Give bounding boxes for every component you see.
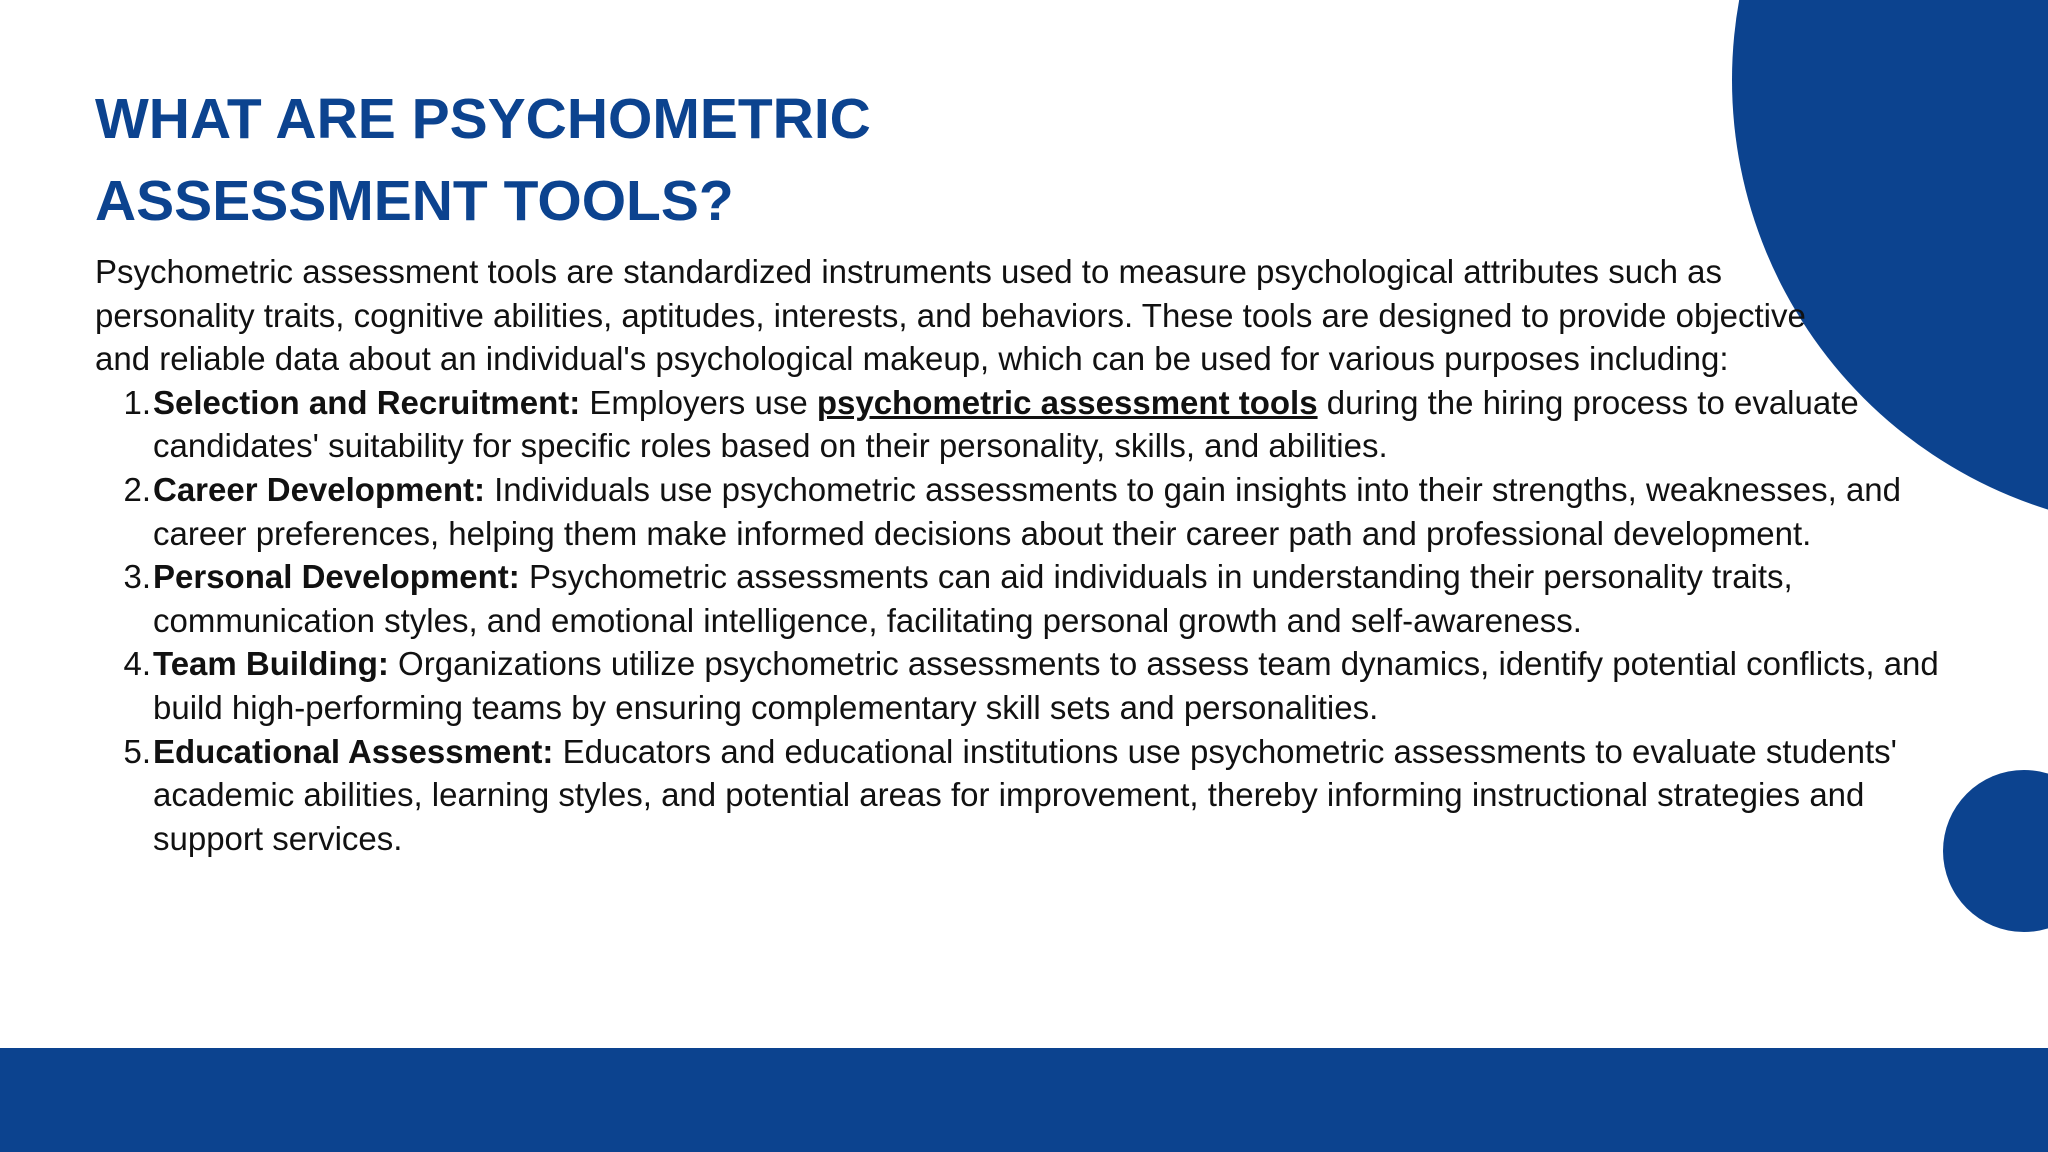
list-item-number: 4. (123, 645, 151, 683)
list-item-text-before-link: Employers use (580, 383, 817, 421)
intro-paragraph: Psychometric assessment tools are standardized instruments used to measure psychological attributes such as personality traits, cognitive abilities, aptitudes, interests, and behaviors. These tools are designed to provide objective and reliable data about an individual's psychological makeup, which can be used for various purposes including: (95, 253, 1806, 378)
list-item-text: Educators and educational institutions use psychometric assessments to evaluate students' academic abilities, learning styles, and potential areas for improvement, thereby informing instructional strategies and support services. (153, 732, 1897, 857)
list-item-title: Career Development: (153, 470, 485, 508)
list-item-title: Educational Assessment: (153, 732, 554, 770)
list-item-team-building (95, 642, 1943, 729)
list-item-title: Selection and Recruitment: (153, 383, 581, 421)
footer-band (0, 1048, 2048, 1152)
list-item-title: Personal Development: (153, 558, 520, 596)
list-item-text: Individuals use psychometric assessments to gain insights into their strengths, weaknesses, and career preferences, helping them make informed decisions about their career path and professional development. (153, 470, 1902, 552)
decorative-small-circle (1943, 770, 2048, 932)
list-item-text: Psychometric assessments can aid individuals in understanding their personality traits, communication styles, and emotional intelligence, facilitating personal growth and self-awareness. (153, 558, 1793, 639)
list-item-number: 5. (123, 732, 151, 770)
list-item-career-development (95, 468, 1943, 555)
purpose-list (95, 381, 1939, 861)
list-item-number: 1. (123, 383, 151, 421)
list-item-number: 3. (123, 558, 151, 596)
list-item-personal-development (95, 555, 1943, 642)
list-item-text: Organizations utilize psychometric assessments to assess team dynamics, identify potential conflicts, and build high-performing teams by ensuring complementary skill sets and personalities. (153, 645, 1939, 726)
list-item-educational-assessment (95, 730, 1943, 861)
psychometric-assessment-tools-link[interactable]: psychometric assessment tools (816, 383, 1318, 421)
list-item-text: during the hiring process to evaluate candidates' suitability for specific roles based on their personality, skills, and abilities. (153, 383, 1859, 465)
page-title: WHAT ARE PSYCHOMETRIC ASSESSMENT TOOLS? (95, 87, 871, 233)
list-item-selection-recruitment (95, 381, 1943, 468)
list-item-title: Team Building: (153, 645, 389, 683)
slide-content (95, 78, 1939, 860)
list-item-number: 2. (123, 470, 151, 508)
